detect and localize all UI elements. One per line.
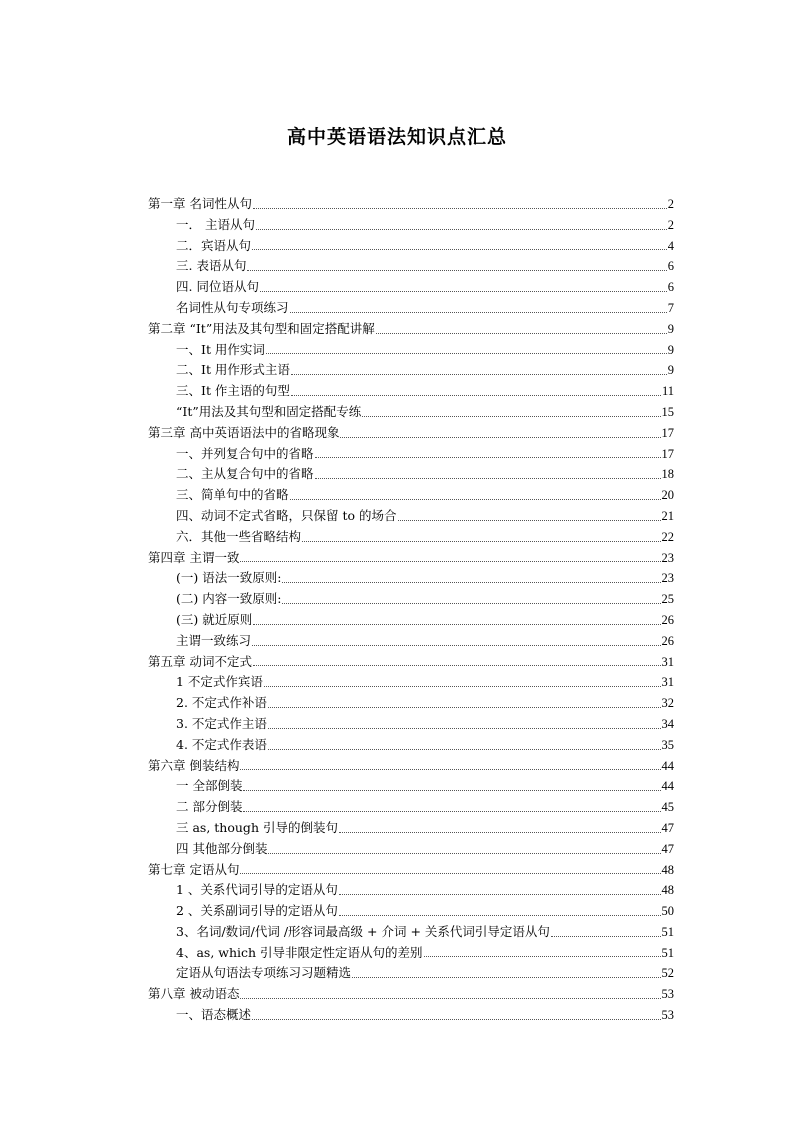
toc-section-entry[interactable] — [148, 797, 674, 818]
toc-dot-leader — [315, 477, 661, 479]
toc-section-entry[interactable] — [148, 589, 674, 610]
toc-entry-label: 二．宾语从句 — [176, 237, 252, 253]
toc-chapter-entry[interactable] — [148, 548, 674, 569]
toc-dot-leader — [240, 560, 660, 562]
toc-entry-label: 1 不定式作宾语 — [176, 674, 263, 690]
toc-page-number: 50 — [661, 904, 674, 919]
toc-page-number: 25 — [661, 592, 674, 607]
toc-entry-label: 第一章 名词性从句 — [148, 196, 252, 211]
document-title: 高中英语语法知识点汇总 — [286, 126, 507, 148]
toc-dot-leader — [291, 373, 667, 375]
toc-page-number: 31 — [661, 675, 674, 690]
toc-section-entry[interactable] — [148, 693, 674, 714]
toc-page-number: 48 — [661, 862, 674, 877]
toc-section-entry[interactable] — [148, 672, 674, 693]
toc-dot-leader — [339, 914, 661, 916]
toc-dot-leader — [551, 935, 661, 937]
toc-page-number: 7 — [667, 300, 674, 315]
toc-dot-leader — [282, 602, 660, 604]
toc-entry-label: 3. 不定式作主语 — [176, 715, 267, 731]
toc-section-entry[interactable] — [148, 402, 674, 423]
toc-dot-leader — [339, 893, 661, 895]
toc-page-number: 45 — [661, 800, 674, 815]
toc-section-entry[interactable] — [148, 527, 674, 548]
toc-page-number: 26 — [661, 612, 674, 627]
toc-section-entry[interactable] — [148, 256, 674, 277]
toc-dot-leader — [290, 311, 667, 313]
toc-dot-leader — [424, 955, 661, 957]
toc-chapter-entry[interactable] — [148, 319, 674, 340]
toc-dot-leader — [376, 332, 667, 334]
toc-page-number: 15 — [661, 404, 674, 419]
toc-dot-leader — [264, 685, 661, 687]
toc-page-number: 9 — [667, 321, 674, 336]
toc-dot-leader — [253, 207, 667, 209]
toc-section-entry[interactable] — [148, 360, 674, 381]
toc-page-number: 11 — [661, 384, 674, 399]
toc-entry-label: 1 、关系代词引导的定语从句 — [176, 882, 338, 898]
toc-entry-label: 六．其他一些省略结构 — [176, 528, 302, 544]
toc-page-number: 53 — [661, 1008, 674, 1023]
toc-dot-leader — [256, 228, 667, 230]
toc-page-number: 18 — [661, 467, 674, 482]
toc-section-entry[interactable] — [148, 714, 674, 735]
toc-entry-label: 名词性从句专项练习 — [176, 299, 289, 315]
toc-dot-leader — [253, 664, 661, 666]
toc-page-number: 34 — [661, 716, 674, 731]
toc-dot-leader — [302, 540, 660, 542]
toc-page-number: 47 — [661, 841, 674, 856]
toc-page-number: 52 — [661, 966, 674, 981]
toc-section-entry[interactable] — [148, 277, 674, 298]
toc-entry-label: 四. 同位语从句 — [176, 279, 259, 295]
toc-page-number: 2 — [667, 197, 674, 211]
toc-dot-leader — [260, 290, 667, 292]
toc-entry-label: 第六章 倒装结构 — [148, 757, 240, 773]
toc-page-number: 22 — [661, 529, 674, 544]
toc-entry-label: 一、It 用作实词 — [176, 341, 265, 357]
toc-section-entry[interactable] — [148, 901, 674, 922]
toc-section-entry[interactable] — [148, 215, 674, 236]
toc-dot-leader — [339, 831, 661, 833]
toc-entry-label: 第三章 高中英语语法中的省略现象 — [148, 424, 340, 440]
toc-dot-leader — [340, 436, 660, 438]
toc-page-number: 51 — [661, 924, 674, 939]
toc-page-number: 35 — [661, 737, 674, 752]
toc-dot-leader — [282, 581, 660, 583]
toc-dot-leader — [290, 498, 661, 500]
toc-page-number: 9 — [667, 342, 674, 357]
toc-dot-leader — [268, 727, 661, 729]
toc-dot-leader — [252, 644, 660, 646]
toc-entry-label: 一、并列复合句中的省略 — [176, 445, 314, 461]
toc-chapter-entry[interactable] — [148, 756, 674, 777]
toc-page-number: 4 — [667, 238, 674, 253]
toc-dot-leader — [398, 519, 661, 521]
toc-section-entry[interactable] — [148, 1005, 674, 1026]
toc-entry-label: 一、语态概述 — [176, 1007, 252, 1023]
table-of-contents — [148, 194, 674, 1026]
toc-page-number: 51 — [661, 945, 674, 960]
toc-section-entry[interactable] — [148, 818, 674, 839]
toc-dot-leader — [315, 456, 661, 458]
toc-section-entry[interactable] — [148, 506, 674, 527]
toc-page-number: 31 — [661, 654, 674, 669]
toc-dot-leader — [253, 623, 660, 625]
toc-page-number: 17 — [661, 425, 674, 440]
toc-page-number: 23 — [661, 571, 674, 586]
toc-page-number: 48 — [661, 883, 674, 898]
toc-page-number: 23 — [661, 550, 674, 565]
toc-chapter-entry[interactable] — [148, 984, 674, 1005]
toc-entry-label: 三 as, though 引导的倒装句 — [176, 819, 338, 835]
toc-page-number: 6 — [667, 280, 674, 295]
toc-entry-label: 一． 主语从句 — [176, 216, 255, 232]
toc-chapter-entry[interactable] — [148, 423, 674, 444]
toc-section-entry[interactable] — [148, 610, 674, 631]
toc-page-number: 32 — [661, 696, 674, 711]
toc-entry-label: 二、主从复合句中的省略 — [176, 466, 314, 482]
toc-dot-leader — [362, 415, 660, 417]
toc-dot-leader — [268, 706, 661, 708]
toc-page-number: 26 — [661, 633, 674, 648]
toc-dot-leader — [243, 810, 660, 812]
toc-entry-label: 3、名词/数词/代词 /形容词最高级 + 介词 + 关系代词引导定语从句 — [176, 923, 550, 939]
toc-entry-label: 第四章 主谓一致 — [148, 549, 240, 565]
toc-entry-label: 一 全部倒装 — [176, 778, 243, 794]
toc-entry-label: 2. 不定式作补语 — [176, 695, 267, 711]
toc-page-number: 20 — [661, 488, 674, 503]
toc-dot-leader — [252, 248, 667, 250]
toc-entry-label: 三、简单句中的省略 — [176, 487, 289, 503]
toc-section-entry[interactable] — [148, 464, 674, 485]
toc-page-number: 47 — [661, 820, 674, 835]
toc-entry-label: 四 其他部分倒装 — [176, 840, 268, 856]
toc-page-number: 53 — [661, 987, 674, 1002]
toc-entry-label: 第五章 动词不定式 — [148, 653, 252, 669]
toc-entry-label: 第八章 被动语态 — [148, 986, 240, 1002]
toc-entry-label: 四、动词不定式省略，只保留 to 的场合 — [176, 507, 397, 523]
toc-page-number: 17 — [661, 446, 674, 461]
toc-section-entry[interactable] — [148, 236, 674, 257]
toc-section-entry[interactable] — [148, 340, 674, 361]
toc-entry-label: 三、It 作主语的句型 — [176, 383, 290, 399]
toc-dot-leader — [266, 352, 667, 354]
toc-entry-label: 二、It 用作形式主语 — [176, 362, 290, 378]
toc-section-entry[interactable] — [148, 963, 674, 984]
toc-page-number: 9 — [667, 363, 674, 378]
toc-dot-leader — [291, 394, 661, 396]
toc-dot-leader — [268, 852, 660, 854]
toc-section-entry[interactable] — [148, 568, 674, 589]
toc-entry-label: 2 、关系副词引导的定语从句 — [176, 903, 338, 919]
toc-section-entry[interactable] — [148, 444, 674, 465]
toc-entry-label: 4. 不定式作表语 — [176, 736, 267, 752]
toc-section-entry[interactable] — [148, 880, 674, 901]
toc-entry-label: 二 部分倒装 — [176, 799, 243, 815]
toc-page-number: 6 — [667, 259, 674, 274]
toc-entry-label: 主谓一致练习 — [176, 632, 252, 648]
toc-section-entry[interactable] — [148, 776, 674, 797]
toc-section-entry[interactable] — [148, 631, 674, 652]
toc-entry-label: 定语从句语法专项练习习题精选 — [176, 965, 352, 981]
toc-chapter-entry[interactable] — [148, 860, 674, 881]
toc-section-entry[interactable] — [148, 485, 674, 506]
toc-entry-label: 第二章 “It”用法及其句型和固定搭配讲解 — [148, 320, 375, 336]
toc-dot-leader — [252, 1018, 660, 1020]
toc-page-number: 44 — [661, 758, 674, 773]
toc-dot-leader — [240, 872, 660, 874]
toc-entry-label: (一) 语法一致原则: — [176, 570, 282, 586]
toc-page-number: 21 — [661, 508, 674, 523]
toc-section-entry[interactable] — [148, 922, 674, 943]
toc-dot-leader — [243, 789, 660, 791]
toc-entry-label: 4、as, which 引导非限定性定语从句的差别 — [176, 944, 423, 960]
toc-section-entry[interactable] — [148, 298, 674, 319]
toc-chapter-entry[interactable] — [148, 194, 674, 215]
toc-dot-leader — [352, 976, 660, 978]
toc-section-entry[interactable] — [148, 943, 674, 964]
toc-entry-label: (二) 内容一致原则: — [176, 591, 282, 607]
toc-chapter-entry[interactable] — [148, 652, 674, 673]
toc-entry-label: “It”用法及其句型和固定搭配专练 — [176, 403, 362, 419]
toc-section-entry[interactable] — [148, 839, 674, 860]
toc-page-number: 44 — [661, 779, 674, 794]
toc-section-entry[interactable] — [148, 735, 674, 756]
toc-section-entry[interactable] — [148, 381, 674, 402]
toc-entry-label: 三. 表语从句 — [176, 258, 247, 274]
toc-dot-leader — [240, 997, 660, 999]
toc-entry-label: 第七章 定语从句 — [148, 861, 240, 877]
toc-dot-leader — [247, 269, 666, 271]
toc-dot-leader — [268, 748, 661, 750]
toc-entry-label: (三) 就近原则 — [176, 611, 253, 627]
toc-dot-leader — [240, 768, 660, 770]
toc-page-number: 2 — [667, 217, 674, 232]
